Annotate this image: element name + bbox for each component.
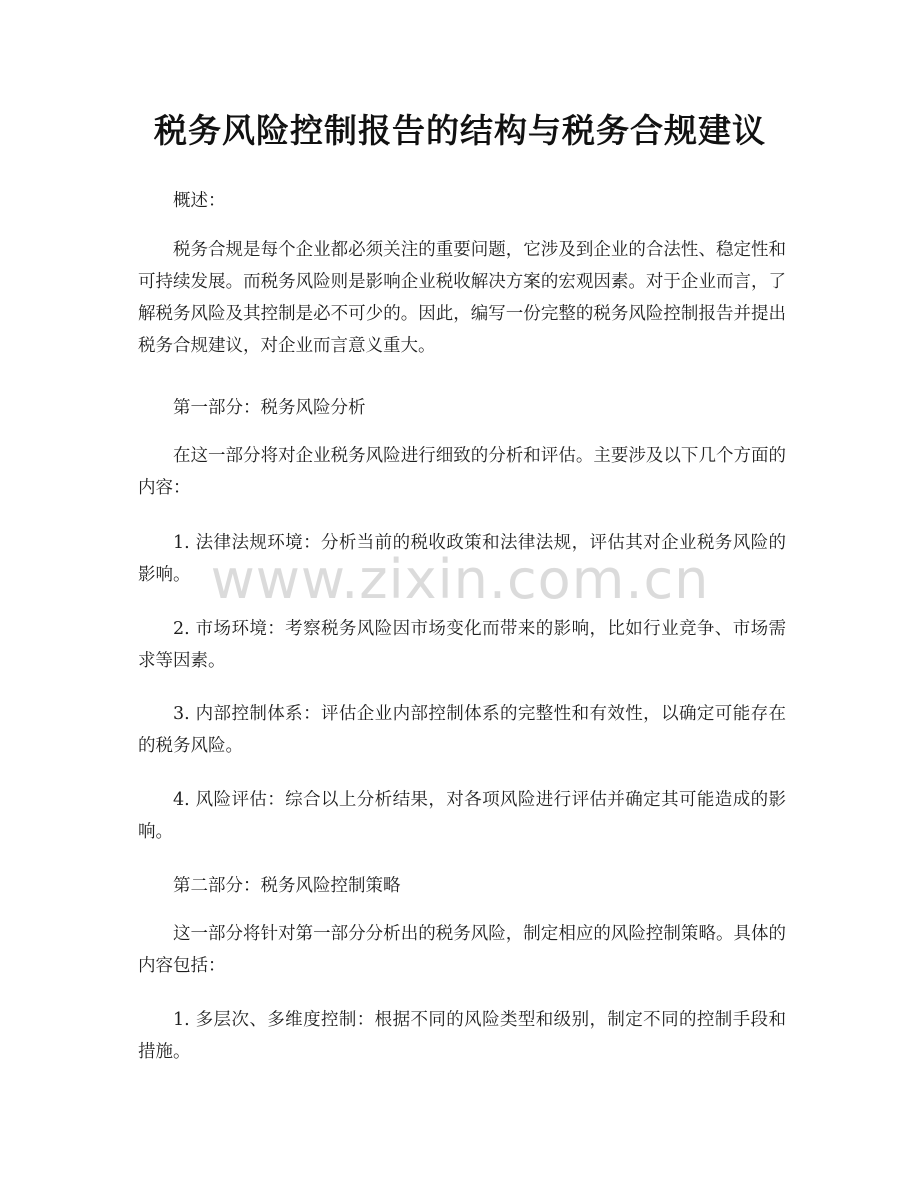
watermark-text: www.zixin.com.cn — [210, 548, 710, 611]
overview-heading: 概述： — [173, 191, 226, 211]
part2-intro: 这一部分将针对第一部分分析出的税务风险，制定相应的风险控制策略。具体的内容包括： — [138, 924, 786, 976]
part1-intro: 在这一部分将对企业税务风险进行细致的分析和评估。主要涉及以下几个方面的内容： — [138, 446, 786, 498]
part2-item: 1. 多层次、多维度控制：根据不同的风险类型和级别，制定不同的控制手段和措施。 — [138, 1010, 786, 1062]
part1-heading: 第一部分：税务风险分析 — [173, 398, 366, 418]
part1-item: 1. 法律法规环境：分析当前的税收政策和法律法规，评估其对企业税务风险的影响。 — [138, 533, 786, 585]
part1-item: 2. 市场环境：考察税务风险因市场变化而带来的影响，比如行业竞争、市场需求等因素。 — [138, 619, 786, 671]
document-title: 税务风险控制报告的结构与税务合规建议 — [154, 111, 766, 150]
overview-paragraph: 税务合规是每个企业都必须关注的重要问题，它涉及到企业的合法性、稳定性和可持续发展。而税务风险则是影响企业税收解决方案的宏观因素。对于企业而言，了解税务风险及其控制是必不可少的。因此，编写一份完整的税务风险控制报告并提出税务合规建议，对企业而言意义重大。 — [138, 240, 786, 356]
part1-item: 3. 内部控制体系：评估企业内部控制体系的完整性和有效性，以确定可能存在的税务风险。 — [138, 704, 786, 756]
part2-heading: 第二部分：税务风险控制策略 — [173, 876, 401, 896]
part1-item: 4. 风险评估：综合以上分析结果，对各项风险进行评估并确定其可能造成的影响。 — [138, 790, 786, 842]
